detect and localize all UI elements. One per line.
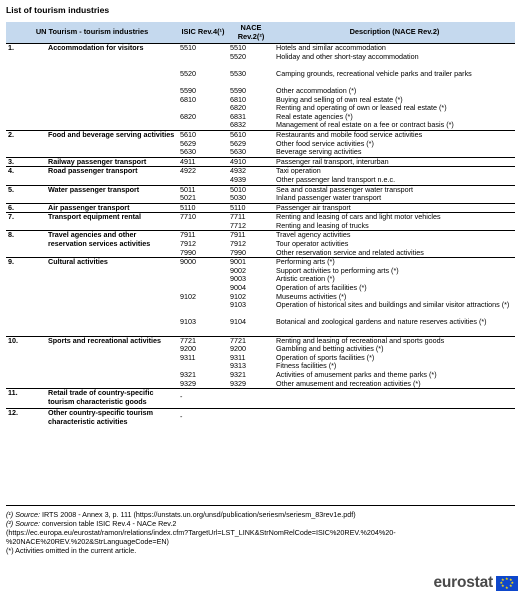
nace-line: 4939 bbox=[230, 174, 246, 184]
footnote-2: (²) Source: conversion table ISIC Rev.4 - NACe Rev.2 bbox=[6, 518, 177, 528]
isic-line: - bbox=[180, 412, 183, 422]
desc-line bbox=[276, 409, 513, 418]
nace-line: 5630 bbox=[230, 147, 246, 157]
isic-line: 6810 bbox=[180, 94, 196, 104]
nace-cell bbox=[228, 389, 274, 409]
desc-cell bbox=[274, 409, 515, 429]
nace-cell bbox=[228, 44, 274, 131]
isic-cell bbox=[178, 167, 228, 185]
isic-line bbox=[180, 53, 226, 62]
desc-cell bbox=[274, 213, 515, 231]
nace-line: 9103 bbox=[230, 300, 246, 310]
desc-line: Support activities to performing arts (*) bbox=[276, 265, 399, 275]
table-row bbox=[6, 231, 515, 258]
isic-cell bbox=[178, 44, 228, 131]
nace-line: 6832 bbox=[230, 120, 246, 130]
industry-name: Cultural activities bbox=[46, 258, 178, 336]
desc-line bbox=[276, 389, 513, 398]
eu-flag-icon: ★ ★ ★ ★ ★ ★ ★ ★ bbox=[496, 576, 518, 591]
desc-line: Buying and selling of own real estate (*) bbox=[276, 94, 403, 104]
industry-name: Transport equipment rental bbox=[46, 213, 178, 231]
eurostat-logo bbox=[433, 574, 518, 592]
desc-line: Performing arts (*) bbox=[276, 257, 335, 267]
isic-cell bbox=[178, 231, 228, 258]
desc-line: Other amusement and recreation activities (*) bbox=[276, 378, 421, 388]
industry-number: 10. bbox=[6, 336, 46, 389]
isic-line: 5110 bbox=[180, 202, 196, 212]
industry-number: 2. bbox=[6, 130, 46, 157]
nace-line: 4910 bbox=[230, 156, 246, 166]
desc-line: Beverage serving activities bbox=[276, 147, 362, 157]
industry-name: Retail trade of country-specific tourism characteristic goods bbox=[46, 389, 178, 409]
header-nace: NACE Rev.2(²) bbox=[228, 22, 274, 44]
nace-line: 7711 bbox=[230, 212, 246, 222]
isic-line: 9311 bbox=[180, 352, 196, 362]
desc-line: Management of real estate on a fee or contract basis (*) bbox=[276, 120, 454, 130]
nace-line: 6831 bbox=[230, 111, 246, 121]
isic-line: 5510 bbox=[180, 43, 196, 52]
desc-line: Renting and leasing of recreational and sports goods bbox=[276, 335, 445, 345]
industry-number: 4. bbox=[6, 167, 46, 185]
table-body bbox=[6, 44, 515, 429]
industry-name: Other country-specific tourism characteristic activities bbox=[46, 409, 178, 429]
desc-line: Sea and coastal passenger water transport bbox=[276, 184, 414, 194]
isic-line: 7721 bbox=[180, 335, 196, 345]
desc-line: Renting and operating of own or leased real estate (*) bbox=[276, 103, 447, 113]
footnote-1: (¹) Source: IRTS 2008 - Annex 3, p. 111 (https://unstats.un.org/unsd/publication/seriesm/seriesm_83rev1e.pdf) bbox=[6, 510, 356, 519]
nace-line: 5030 bbox=[230, 193, 246, 203]
industry-name: Sports and recreational activities bbox=[46, 336, 178, 389]
desc-line: Botanical and zoological gardens and nature reserves activities (*) bbox=[276, 317, 487, 327]
nace-line bbox=[230, 389, 272, 398]
table-row bbox=[6, 389, 515, 409]
nace-line: 5610 bbox=[230, 129, 246, 139]
nace-line: 9311 bbox=[230, 352, 246, 362]
isic-line: 7912 bbox=[180, 239, 196, 249]
desc-line: Holiday and other short-stay accommodation bbox=[276, 51, 419, 61]
industry-number: 6. bbox=[6, 203, 46, 213]
nace-cell bbox=[228, 409, 274, 429]
desc-line: Operation of historical sites and buildings and similar visitor attractions (*) bbox=[276, 300, 510, 310]
table-header-row bbox=[6, 22, 515, 44]
footnote-3: (*) Activities omitted in the current article. bbox=[6, 545, 137, 555]
nace-cell bbox=[228, 231, 274, 258]
isic-line: 5011 bbox=[180, 184, 196, 194]
industry-name: Water passenger transport bbox=[46, 185, 178, 203]
table-row bbox=[6, 167, 515, 185]
industry-name: Railway passenger transport bbox=[46, 157, 178, 167]
nace-line: 4932 bbox=[230, 166, 246, 176]
table-row bbox=[6, 44, 515, 131]
nace-cell bbox=[228, 336, 274, 389]
nace-cell bbox=[228, 130, 274, 157]
table-row bbox=[6, 213, 515, 231]
isic-line: 5590 bbox=[180, 85, 196, 95]
header-isic: ISIC Rev.4(¹) bbox=[178, 22, 228, 44]
desc-cell bbox=[274, 44, 515, 131]
desc-line: Operation of sports facilities (*) bbox=[276, 352, 375, 362]
isic-cell bbox=[178, 213, 228, 231]
table-row bbox=[6, 130, 515, 157]
isic-cell bbox=[178, 336, 228, 389]
industry-name: Road passenger transport bbox=[46, 167, 178, 185]
nace-line: 7911 bbox=[230, 230, 246, 240]
nace-cell bbox=[228, 213, 274, 231]
isic-line bbox=[180, 267, 226, 276]
nace-line: 6810 bbox=[230, 94, 246, 104]
nace-line: 9329 bbox=[230, 378, 246, 388]
desc-line: Renting and leasing of trucks bbox=[276, 220, 369, 230]
desc-line: Fitness facilities (*) bbox=[276, 361, 337, 371]
desc-line: Passenger rail transport, interurban bbox=[276, 156, 389, 166]
isic-line bbox=[180, 301, 226, 318]
nace-line: 7721 bbox=[230, 335, 246, 345]
nace-line: 5590 bbox=[230, 85, 246, 95]
isic-line: - bbox=[180, 392, 183, 402]
desc-line: Artistic creation (*) bbox=[276, 274, 335, 284]
industry-number: 3. bbox=[6, 157, 46, 167]
isic-line: 9102 bbox=[180, 291, 196, 301]
nace-line: 9313 bbox=[230, 361, 246, 371]
nace-line: 5520 bbox=[230, 51, 246, 61]
nace-line: 5530 bbox=[230, 68, 246, 78]
isic-cell bbox=[178, 409, 228, 429]
isic-line: 6820 bbox=[180, 111, 196, 121]
nace-cell bbox=[228, 258, 274, 336]
isic-line: 4911 bbox=[180, 156, 196, 166]
desc-cell bbox=[274, 185, 515, 203]
isic-line: 5021 bbox=[180, 193, 196, 203]
nace-line: 6820 bbox=[230, 103, 246, 113]
desc-line: Renting and leasing of cars and light motor vehicles bbox=[276, 212, 441, 222]
nace-line: 5629 bbox=[230, 138, 246, 148]
isic-line: 7990 bbox=[180, 247, 196, 257]
isic-line: 5630 bbox=[180, 147, 196, 157]
desc-line: Other reservation service and related activities bbox=[276, 247, 424, 257]
table-row bbox=[6, 336, 515, 389]
desc-line: Tour operator activities bbox=[276, 239, 349, 249]
desc-line: Restaurants and mobile food service activities bbox=[276, 129, 423, 139]
industry-number: 9. bbox=[6, 258, 46, 336]
table-row bbox=[6, 409, 515, 429]
industry-number: 8. bbox=[6, 231, 46, 258]
nace-line: 9104 bbox=[230, 317, 246, 327]
header-description: Description (NACE Rev.2) bbox=[274, 22, 515, 44]
footnote-2-url-line1: (https://ec.europa.eu/eurostat/ramon/relations/index.cfm?TargetUrl=LST_LINK&StrNomRelCode=ISIC%20REV.%204%20- bbox=[6, 527, 396, 537]
desc-cell bbox=[274, 130, 515, 157]
isic-line bbox=[180, 176, 226, 185]
isic-line: 4922 bbox=[180, 166, 196, 176]
isic-line bbox=[180, 222, 226, 231]
nace-line: 9321 bbox=[230, 369, 246, 379]
industry-name: Food and beverage serving activities bbox=[46, 130, 178, 157]
nace-cell bbox=[228, 167, 274, 185]
logo-text: eurostat bbox=[433, 574, 493, 591]
isic-line: 7710 bbox=[180, 212, 196, 222]
footnotes bbox=[6, 511, 516, 556]
nace-line: 7712 bbox=[230, 220, 246, 230]
isic-line: 9329 bbox=[180, 378, 196, 388]
desc-cell bbox=[274, 231, 515, 258]
nace-line: 7912 bbox=[230, 239, 246, 249]
desc-line: Other food service activities (*) bbox=[276, 138, 374, 148]
isic-line: 9321 bbox=[180, 369, 196, 379]
isic-line: 9000 bbox=[180, 257, 196, 267]
isic-line: 7911 bbox=[180, 230, 196, 240]
desc-line: Passenger air transport bbox=[276, 202, 351, 212]
table-row bbox=[6, 258, 515, 336]
tourism-industries-table bbox=[6, 22, 515, 428]
footnote-2-url-line2: %20NACE%20REV.%202&StrLanguageCode=EN) bbox=[6, 536, 169, 546]
industry-number: 1. bbox=[6, 44, 46, 131]
desc-line: Camping grounds, recreational vehicle parks and trailer parks bbox=[276, 68, 472, 78]
isic-cell bbox=[178, 389, 228, 409]
nace-line bbox=[230, 409, 272, 418]
industry-number: 12. bbox=[6, 409, 46, 429]
isic-cell bbox=[178, 258, 228, 336]
isic-line: 5610 bbox=[180, 129, 196, 139]
desc-line: Other passenger land transport n.e.c. bbox=[276, 174, 396, 184]
isic-line bbox=[180, 275, 226, 284]
nace-line: 7990 bbox=[230, 247, 246, 257]
desc-line: Other accommodation (*) bbox=[276, 85, 357, 95]
isic-line: 5629 bbox=[180, 138, 196, 148]
desc-cell bbox=[274, 167, 515, 185]
nace-line: 9001 bbox=[230, 257, 246, 267]
desc-line: Travel agency activities bbox=[276, 230, 351, 240]
desc-line: Taxi operation bbox=[276, 166, 321, 176]
table-title: List of tourism industries bbox=[6, 5, 110, 15]
isic-cell bbox=[178, 185, 228, 203]
industry-number: 5. bbox=[6, 185, 46, 203]
header-industries: UN Tourism - tourism industries bbox=[6, 22, 178, 44]
desc-line: Museums activities (*) bbox=[276, 291, 347, 301]
isic-cell bbox=[178, 130, 228, 157]
industry-name: Travel agencies and other reservation services activities bbox=[46, 231, 178, 258]
industry-name: Air passenger transport bbox=[46, 203, 178, 213]
isic-line: 9103 bbox=[180, 317, 196, 327]
industry-number: 7. bbox=[6, 213, 46, 231]
nace-line: 9004 bbox=[230, 283, 246, 293]
desc-cell bbox=[274, 336, 515, 389]
nace-line: 9003 bbox=[230, 274, 246, 284]
isic-line: 5520 bbox=[180, 68, 196, 78]
nace-line: 5510 bbox=[230, 43, 246, 52]
desc-cell bbox=[274, 258, 515, 336]
desc-line: Inland passenger water transport bbox=[276, 193, 382, 203]
nace-line: 5010 bbox=[230, 184, 246, 194]
nace-line: 9200 bbox=[230, 344, 246, 354]
industry-name: Accommodation for visitors bbox=[46, 44, 178, 131]
nace-cell bbox=[228, 185, 274, 203]
isic-line bbox=[180, 121, 226, 130]
industry-number: 11. bbox=[6, 389, 46, 409]
nace-line: 5110 bbox=[230, 202, 246, 212]
nace-line: 9102 bbox=[230, 291, 246, 301]
desc-line: Hotels and similar accommodation bbox=[276, 43, 386, 52]
desc-line: Operation of arts facilities (*) bbox=[276, 283, 367, 293]
nace-line: 9002 bbox=[230, 265, 246, 275]
desc-cell bbox=[274, 389, 515, 409]
desc-line: Real estate agencies (*) bbox=[276, 111, 353, 121]
isic-line: 9200 bbox=[180, 344, 196, 354]
desc-line: Activities of amusement parks and theme parks (*) bbox=[276, 369, 437, 379]
table-bottom-rule bbox=[6, 505, 515, 506]
desc-line: Gambling and betting activities (*) bbox=[276, 344, 384, 354]
table-row bbox=[6, 185, 515, 203]
